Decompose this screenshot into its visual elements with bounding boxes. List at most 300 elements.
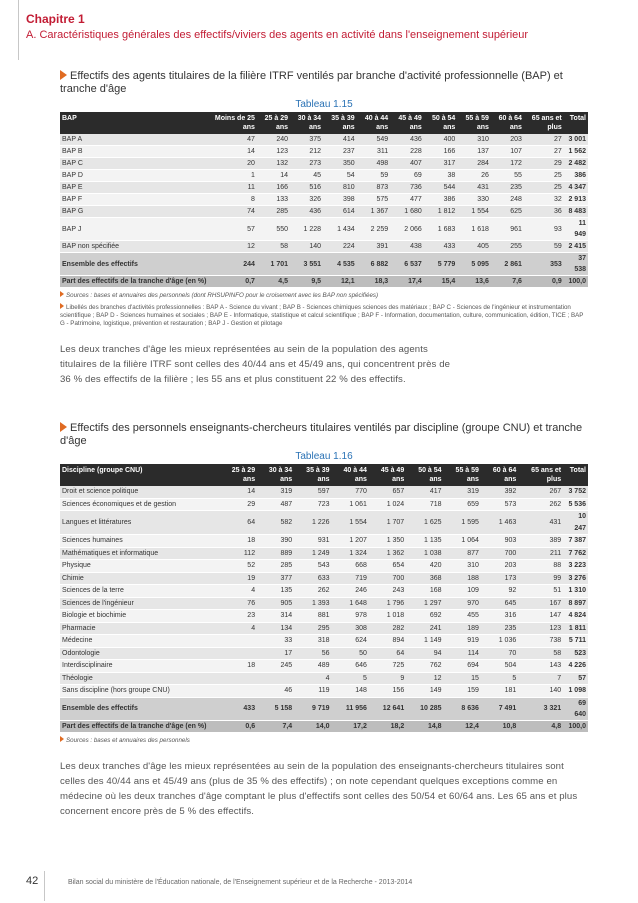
table-cell: 877 xyxy=(444,547,481,560)
table-cell: 51 xyxy=(518,585,563,598)
table-cell: 46 xyxy=(257,685,294,698)
table-cell: 27 xyxy=(524,146,564,158)
table-row xyxy=(60,241,588,253)
table-cell: 132 xyxy=(257,158,290,170)
table-cell: 273 xyxy=(290,158,323,170)
table-cell: 873 xyxy=(357,182,391,194)
table-cell: 504 xyxy=(481,660,518,673)
table-cell: 243 xyxy=(369,585,406,598)
table-cell: 1 595 xyxy=(444,511,481,535)
table-cell: 246 xyxy=(332,585,369,598)
row-label: Part des effectifs de la tranche d'âge (en %) xyxy=(60,720,220,732)
table-cell: 386 xyxy=(424,194,458,206)
table-cell: 99 xyxy=(518,572,563,585)
row-label: BAP C xyxy=(60,158,210,170)
table-cell: 389 xyxy=(518,535,563,548)
table-cell: 1 xyxy=(210,170,257,182)
table-cell: 487 xyxy=(257,498,294,511)
itrf-table xyxy=(60,112,588,288)
column-header: 25 à 29 ans xyxy=(220,464,257,486)
table-row xyxy=(60,622,588,635)
column-header: 40 à 44 ans xyxy=(357,112,391,134)
table-cell: 285 xyxy=(257,560,294,573)
table-cell: 881 xyxy=(294,610,331,623)
table-row xyxy=(60,672,588,685)
table-cell: 489 xyxy=(294,660,331,673)
table-row xyxy=(60,146,588,158)
table-cell: 7 762 xyxy=(563,547,588,560)
table-cell: 550 xyxy=(257,218,290,241)
table-cell: 436 xyxy=(290,206,323,218)
table-row xyxy=(60,560,588,573)
column-header: 60 à 64 ans xyxy=(491,112,524,134)
table-cell: 400 xyxy=(424,134,458,146)
table-cell: 69 xyxy=(390,170,424,182)
table-cell: 3 223 xyxy=(563,560,588,573)
table-cell: 597 xyxy=(294,486,331,498)
arrow-marker-icon xyxy=(60,736,64,742)
table-cell: 311 xyxy=(357,146,391,158)
column-header: Discipline (groupe CNU) xyxy=(60,464,220,486)
table-cell: 1 796 xyxy=(369,597,406,610)
table-cell: 1 135 xyxy=(406,535,443,548)
column-header: Total xyxy=(564,112,588,134)
table-cell: 14 xyxy=(210,146,257,158)
arrow-marker-icon xyxy=(60,291,64,297)
row-label: Sciences de la terre xyxy=(60,585,220,598)
table-cell: 978 xyxy=(332,610,369,623)
row-label: Pharmacie xyxy=(60,622,220,635)
table-cell: 8 483 xyxy=(564,206,588,218)
table-row xyxy=(60,535,588,548)
table-label: Tableau 1.16 xyxy=(295,451,353,462)
table-cell: 1 811 xyxy=(563,622,588,635)
table-cell: 2 415 xyxy=(564,241,588,253)
table-cell: 8 897 xyxy=(563,597,588,610)
column-header: 30 à 34 ans xyxy=(290,112,323,134)
column-header: Moins de 25 ans xyxy=(210,112,257,134)
table-row xyxy=(60,585,588,598)
row-label: Ensemble des effectifs xyxy=(60,253,210,276)
row-label: BAP E xyxy=(60,182,210,194)
column-header: 60 à 64 ans xyxy=(481,464,518,486)
table-cell: 119 xyxy=(294,685,331,698)
table-cell: 166 xyxy=(424,146,458,158)
table-cell: 318 xyxy=(294,635,331,648)
table-cell: 433 xyxy=(220,697,257,720)
table-cell: 654 xyxy=(369,560,406,573)
table-cell: 4 824 xyxy=(563,610,588,623)
share-row xyxy=(60,276,588,288)
section-title: Effectifs des agents titulaires de la filière ITRF ventilés par branche d'activité professionnelle (BAP) et tranche d'âge xyxy=(60,70,563,95)
table-cell: 407 xyxy=(390,158,424,170)
table-cell: 4 xyxy=(294,672,331,685)
table-cell: 8 636 xyxy=(444,697,481,720)
table-cell: 6 882 xyxy=(357,253,391,276)
table-cell: 431 xyxy=(518,511,563,535)
table-cell: 1 683 xyxy=(424,218,458,241)
column-header: 50 à 54 ans xyxy=(424,112,458,134)
table-cell: 45 xyxy=(290,170,323,182)
table-row xyxy=(60,486,588,498)
table-cell: 262 xyxy=(518,498,563,511)
table-cell: 3 551 xyxy=(290,253,323,276)
table-cell: 316 xyxy=(481,610,518,623)
column-header: 45 à 49 ans xyxy=(369,464,406,486)
cnu-table xyxy=(60,464,588,733)
table-cell: 149 xyxy=(406,685,443,698)
analysis-paragraph: Les deux tranches d'âge les mieux représentées au sein de la population des enseignants-chercheurs titulaires sont celles des 40/44 ans et 45/49 ans (plus de 35 % des effectifs) ; on note cependant quelques exceptions comme en médecine où les deux tranches d'âge comptant le plus d'effectifs sont celles des 50/54 et 60/64 ans. Les 65 ans et plus concernent encore près de 5 % des effectifs. xyxy=(60,760,578,817)
table-cell: 8 xyxy=(210,194,257,206)
table-row xyxy=(60,647,588,660)
table-row xyxy=(60,218,588,241)
analysis-paragraph: Les deux tranches d'âge les mieux représentées au sein de la population des agents titulaires de la filière ITRF sont celles des 40/44 ans et 45/49 ans, qui concentrent près de 36 % des effectifs de la filière ; les 55 ans et plus constituent 22 % des effectifs. xyxy=(60,344,451,385)
table-cell: 573 xyxy=(481,498,518,511)
page-number: 42 xyxy=(26,875,39,887)
column-header: 50 à 54 ans xyxy=(406,464,443,486)
table-cell: 1 297 xyxy=(406,597,443,610)
table-cell: 57 xyxy=(563,672,588,685)
table-cell: 1 554 xyxy=(457,206,491,218)
table-cell: 903 xyxy=(481,535,518,548)
table-cell: 211 xyxy=(518,547,563,560)
table-note: Libellés des branches d'activités professionnelles : BAP A - Science du vivant ; BAP B - Sciences chimiques sciences des matériaux ; BAP C - Sciences de l'ingénieur et instrumentation scientifique ; BAP D - Sciences humaines et sociales ; BAP E - Informatique, statistique et calcul scientifique ; BAP F - Information, documentation, culture, communication, édition, TICE ; BAP G - Patrimoine, logistique, prévention et restauration ; BAP J - Gestion et pilotage xyxy=(60,304,584,327)
table-cell: 659 xyxy=(444,498,481,511)
table-cell: 58 xyxy=(257,241,290,253)
table-cell: 738 xyxy=(518,635,563,648)
table-cell: 1 018 xyxy=(369,610,406,623)
table-cell: 4,5 xyxy=(257,276,290,288)
row-label: Théologie xyxy=(60,672,220,685)
table-cell xyxy=(220,672,257,685)
table-cell: 92 xyxy=(481,585,518,598)
table-cell: 148 xyxy=(332,685,369,698)
table-cell: 314 xyxy=(257,610,294,623)
table-cell: 69 640 xyxy=(563,697,588,720)
table-cell: 15 xyxy=(444,672,481,685)
row-label: Chimie xyxy=(60,572,220,585)
footer-text: Bilan social du ministère de l'Éducation nationale, de l'Enseignement supérieur et de la Recherche - 2013-2014 xyxy=(67,879,413,886)
page-footer xyxy=(26,875,616,887)
table-cell: 18 xyxy=(220,660,257,673)
table-cell: 889 xyxy=(257,547,294,560)
table-cell: 375 xyxy=(290,134,323,146)
table-cell: 12 xyxy=(406,672,443,685)
section-enseignants xyxy=(60,422,588,819)
table-cell: 10 285 xyxy=(406,697,443,720)
table-cell: 5 xyxy=(481,672,518,685)
table-cell: 14 xyxy=(257,170,290,182)
column-header: 40 à 44 ans xyxy=(332,464,369,486)
table-cell: 810 xyxy=(323,182,357,194)
table-cell: 156 xyxy=(369,685,406,698)
table-cell: 11 956 xyxy=(332,697,369,720)
table-source: Sources : bases et annuaires des personnels (dont RHSUPINFO pour le croisement avec les BAP non spécifiées) xyxy=(60,291,588,300)
table-cell: 188 xyxy=(444,572,481,585)
table-cell: 0,6 xyxy=(220,720,257,732)
table-cell: 17,2 xyxy=(332,720,369,732)
table-cell: 668 xyxy=(332,560,369,573)
table-cell: 1 463 xyxy=(481,511,518,535)
table-cell: 285 xyxy=(257,206,290,218)
table-cell: 455 xyxy=(444,610,481,623)
table-cell: 5 536 xyxy=(563,498,588,511)
table-cell: 4 535 xyxy=(323,253,357,276)
table-cell: 235 xyxy=(481,622,518,635)
table-cell: 112 xyxy=(220,547,257,560)
table-row xyxy=(60,635,588,648)
table-row xyxy=(60,194,588,206)
table-cell: 241 xyxy=(406,622,443,635)
table-cell: 109 xyxy=(444,585,481,598)
table-cell: 4 347 xyxy=(564,182,588,194)
table-cell: 5 xyxy=(332,672,369,685)
table-cell: 26 xyxy=(457,170,491,182)
table-cell: 1 061 xyxy=(332,498,369,511)
table-cell: 140 xyxy=(290,241,323,253)
table-cell: 700 xyxy=(369,572,406,585)
table-cell: 516 xyxy=(290,182,323,194)
table-cell: 282 xyxy=(369,622,406,635)
table-cell: 23 xyxy=(220,610,257,623)
table-cell: 7 387 xyxy=(563,535,588,548)
table-cell: 1 207 xyxy=(332,535,369,548)
table-cell: 1 707 xyxy=(369,511,406,535)
table-cell: 94 xyxy=(406,647,443,660)
table-cell: 93 xyxy=(524,218,564,241)
table-cell: 736 xyxy=(390,182,424,194)
table-cell: 1 393 xyxy=(294,597,331,610)
table-cell: 582 xyxy=(257,511,294,535)
table-cell: 1 036 xyxy=(481,635,518,648)
table-cell: 20 xyxy=(210,158,257,170)
table-cell: 1 367 xyxy=(357,206,391,218)
table-cell: 4,8 xyxy=(518,720,563,732)
arrow-marker-icon xyxy=(60,422,67,432)
table-cell: 1 625 xyxy=(406,511,443,535)
table-row xyxy=(60,170,588,182)
table-cell: 50 xyxy=(332,647,369,660)
table-cell: 350 xyxy=(323,158,357,170)
table-cell: 2 259 xyxy=(357,218,391,241)
total-row xyxy=(60,253,588,276)
chapter-subtitle: A. Caractéristiques générales des effectifs/viviers des agents en activité dans l'enseignement supérieur xyxy=(26,29,529,41)
table-cell: 237 xyxy=(323,146,357,158)
table-cell: 614 xyxy=(323,206,357,218)
table-cell: 14,8 xyxy=(406,720,443,732)
table-cell: 330 xyxy=(457,194,491,206)
table-cell: 5 779 xyxy=(424,253,458,276)
table-cell: 32 xyxy=(524,194,564,206)
table-cell: 4 xyxy=(220,622,257,635)
table-row xyxy=(60,685,588,698)
table-cell: 2 861 xyxy=(491,253,524,276)
table-cell: 12,1 xyxy=(323,276,357,288)
table-cell: 27 xyxy=(524,134,564,146)
table-cell: 9,5 xyxy=(290,276,323,288)
table-cell: 319 xyxy=(257,486,294,498)
table-cell: 1 038 xyxy=(406,547,443,560)
arrow-marker-icon xyxy=(60,303,64,309)
table-cell: 12 xyxy=(210,241,257,253)
table-cell: 228 xyxy=(390,146,424,158)
table-cell: 1 024 xyxy=(369,498,406,511)
table-cell: 173 xyxy=(481,572,518,585)
table-cell: 10,8 xyxy=(481,720,518,732)
table-cell: 37 538 xyxy=(564,253,588,276)
table-row xyxy=(60,206,588,218)
table-cell: 970 xyxy=(444,597,481,610)
table-cell: 2 913 xyxy=(564,194,588,206)
table-cell: 894 xyxy=(369,635,406,648)
chapter-title: Chapitre 1 xyxy=(26,12,85,26)
table-cell: 543 xyxy=(294,560,331,573)
row-label: BAP J xyxy=(60,218,210,241)
table-cell: 38 xyxy=(424,170,458,182)
table-row xyxy=(60,158,588,170)
table-cell: 762 xyxy=(406,660,443,673)
column-header: 65 ans et plus xyxy=(518,464,563,486)
table-row xyxy=(60,660,588,673)
table-row xyxy=(60,182,588,194)
table-cell xyxy=(220,647,257,660)
share-row xyxy=(60,720,588,732)
table-cell: 147 xyxy=(518,610,563,623)
table-cell: 0,7 xyxy=(210,276,257,288)
table-cell: 1 434 xyxy=(323,218,357,241)
table-cell: 386 xyxy=(564,170,588,182)
table-cell: 100,0 xyxy=(563,720,588,732)
row-label: BAP G xyxy=(60,206,210,218)
table-cell: 377 xyxy=(257,572,294,585)
table-cell: 2 066 xyxy=(390,218,424,241)
table-cell: 7,6 xyxy=(491,276,524,288)
column-header: 55 à 59 ans xyxy=(444,464,481,486)
row-label: BAP non spécifiée xyxy=(60,241,210,253)
table-source: Sources : bases et annuaires des personnels xyxy=(60,736,588,745)
table-cell: 1 554 xyxy=(332,511,369,535)
table-cell: 11 949 xyxy=(564,218,588,241)
table-cell: 544 xyxy=(424,182,458,194)
table-cell: 235 xyxy=(491,182,524,194)
table-cell: 1 618 xyxy=(457,218,491,241)
table-cell: 58 xyxy=(518,647,563,660)
column-header: Total xyxy=(563,464,588,486)
table-cell: 166 xyxy=(257,182,290,194)
table-cell: 646 xyxy=(332,660,369,673)
table-cell: 134 xyxy=(257,622,294,635)
table-cell: 74 xyxy=(210,206,257,218)
table-cell: 159 xyxy=(444,685,481,698)
table-cell: 1 149 xyxy=(406,635,443,648)
table-cell: 391 xyxy=(357,241,391,253)
table-cell: 54 xyxy=(323,170,357,182)
table-cell: 575 xyxy=(357,194,391,206)
column-header: 35 à 39 ans xyxy=(294,464,331,486)
table-row xyxy=(60,498,588,511)
table-cell: 725 xyxy=(369,660,406,673)
table-row xyxy=(60,547,588,560)
table-cell: 657 xyxy=(369,486,406,498)
row-label: BAP F xyxy=(60,194,210,206)
table-cell: 1 228 xyxy=(290,218,323,241)
table-cell: 919 xyxy=(444,635,481,648)
table-cell: 189 xyxy=(444,622,481,635)
column-header: 35 à 39 ans xyxy=(323,112,357,134)
table-cell: 240 xyxy=(257,134,290,146)
column-header: 55 à 59 ans xyxy=(457,112,491,134)
table-cell: 417 xyxy=(406,486,443,498)
table-cell: 477 xyxy=(390,194,424,206)
table-cell: 1 226 xyxy=(294,511,331,535)
table-cell: 244 xyxy=(210,253,257,276)
table-cell: 17,4 xyxy=(390,276,424,288)
table-cell: 64 xyxy=(220,511,257,535)
table-cell: 3 321 xyxy=(518,697,563,720)
table-cell: 390 xyxy=(257,535,294,548)
table-cell: 12,4 xyxy=(444,720,481,732)
table-cell: 3 001 xyxy=(564,134,588,146)
table-cell: 135 xyxy=(257,585,294,598)
table-cell: 10 247 xyxy=(563,511,588,535)
table-cell: 405 xyxy=(457,241,491,253)
table-cell: 624 xyxy=(332,635,369,648)
table-cell: 168 xyxy=(406,585,443,598)
table-row xyxy=(60,572,588,585)
row-label: Interdisciplinaire xyxy=(60,660,220,673)
table-cell: 70 xyxy=(481,647,518,660)
table-cell: 11 xyxy=(210,182,257,194)
table-cell: 438 xyxy=(390,241,424,253)
table-cell: 1 098 xyxy=(563,685,588,698)
table-cell: 4 xyxy=(220,585,257,598)
table-cell: 123 xyxy=(257,146,290,158)
table-cell: 6 537 xyxy=(390,253,424,276)
column-header: 45 à 49 ans xyxy=(390,112,424,134)
table-cell: 133 xyxy=(257,194,290,206)
table-cell: 140 xyxy=(518,685,563,698)
table-cell: 770 xyxy=(332,486,369,498)
table-cell: 1 701 xyxy=(257,253,290,276)
table-cell: 0,9 xyxy=(524,276,564,288)
table-cell: 7 491 xyxy=(481,697,518,720)
table-cell: 181 xyxy=(481,685,518,698)
table-cell: 1 310 xyxy=(563,585,588,598)
table-cell: 224 xyxy=(323,241,357,253)
table-cell: 392 xyxy=(481,486,518,498)
row-label: Physique xyxy=(60,560,220,573)
table-cell: 107 xyxy=(491,146,524,158)
column-header: BAP xyxy=(60,112,210,134)
table-cell: 5 158 xyxy=(257,697,294,720)
table-cell: 114 xyxy=(444,647,481,660)
table-cell: 88 xyxy=(518,560,563,573)
table-cell: 267 xyxy=(518,486,563,498)
table-cell: 36 xyxy=(524,206,564,218)
table-cell: 645 xyxy=(481,597,518,610)
table-cell: 137 xyxy=(457,146,491,158)
column-header: 25 à 29 ans xyxy=(257,112,290,134)
table-cell: 245 xyxy=(257,660,294,673)
table-cell: 931 xyxy=(294,535,331,548)
table-cell: 1 362 xyxy=(369,547,406,560)
table-cell: 723 xyxy=(294,498,331,511)
table-cell xyxy=(220,635,257,648)
table-cell: 718 xyxy=(406,498,443,511)
table-cell: 549 xyxy=(357,134,391,146)
table-cell: 100,0 xyxy=(564,276,588,288)
row-label: Sciences de l'ingénieur xyxy=(60,597,220,610)
